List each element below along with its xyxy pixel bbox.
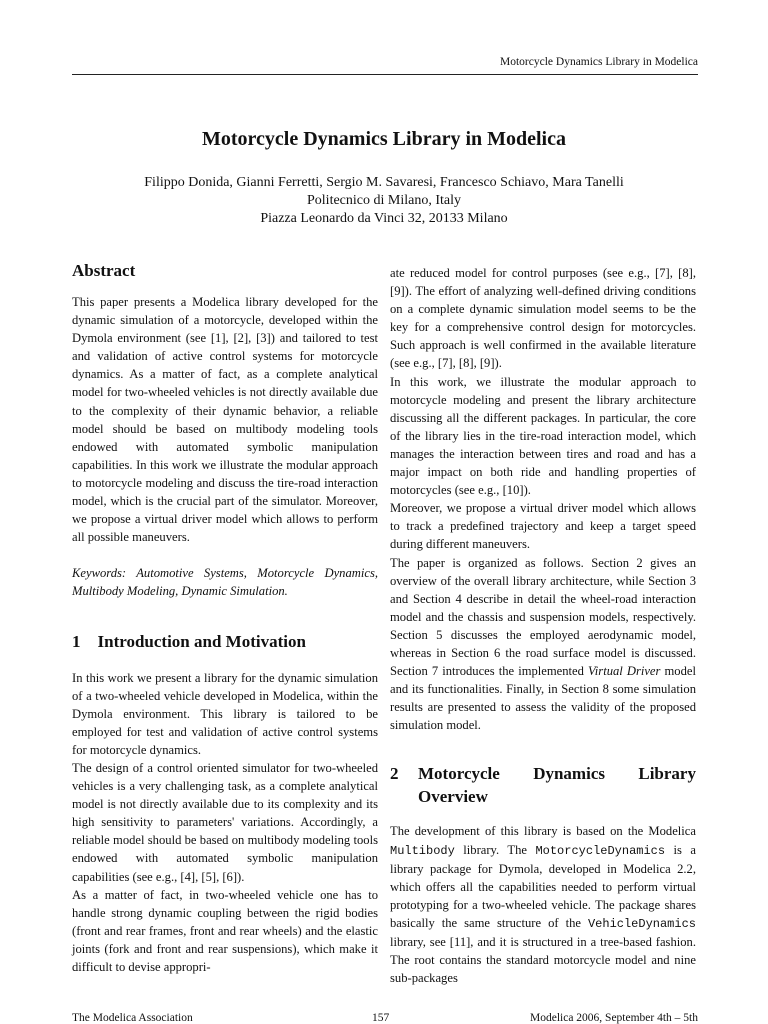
section-1-number: 1 — [72, 631, 81, 651]
section-2-word-1: Motorcycle — [418, 764, 500, 784]
multibody-code: Multibody — [390, 843, 455, 858]
section-2-paragraph — [390, 822, 696, 987]
abstract-text: This paper presents a Modelica library developed for the dynamic simulation of a motorcycle, developed within the Dymola environment (see [1], [2], [3]) and tailored to test and validation of active control systems for motorcycle dynamics. As a matter of fact, as a complete analytical model for two-wheeled vehicles is not directly available due to the complexity of their dynamic behavior, a reliable model should be based on multibody modeling tools endowed with automated symbolic manipulation capabilities. In this work we illustrate the modular approach to motorcycle modeling and discuss the tire-road interaction model, which is the crucial part of the simulator. Moreover, we propose a virtual driver model which allows to perform all possible maneuvers. — [72, 295, 378, 545]
right-paragraph-4 — [390, 554, 696, 735]
footer-left: The Modelica Association — [72, 1012, 193, 1024]
paper-title: Motorcycle Dynamics Library in Modelica — [201, 128, 566, 150]
section-1-paragraph-2: The design of a control oriented simulator for two-wheeled vehicles is a very challenging task, as a complete analytical model is not directly available due to its complexity and its high sensitivity to parameters' variations. Accordingly, a reliable model should be based on multibody modeling tools endowed with automated symbolic manipulation capabilities (see e.g., [4], [5], [6]). — [72, 760, 378, 884]
page-number: 157 — [372, 1012, 390, 1024]
section-1-paragraph-1: In this work we present a library for the dynamic simulation of a two-wheeled vehicle developed in Modelica, within the Dymola environment. This library is tailored to be employed for test and validation of active control systems for motorcycle dynamics. — [72, 670, 378, 757]
s2-text-4: library, see [11], and it is structured in a tree-based fashion. The root contains the standard motorcycle model and nine sub-packages — [390, 935, 696, 986]
s2-text-2: library. The — [454, 842, 536, 857]
virtual-driver-term: Virtual Driver — [588, 664, 661, 679]
section-1-paragraph-3: As a matter of fact, in two-wheeled vehicle one has to handle strong dynamic coupling between the rigid bodies (front and rear frames, front and rear wheels) and the elastic joints (fork and front and rear suspensions), which make it difficult to devise appropri- — [72, 887, 378, 974]
right-paragraph-1: ate reduced model for control purposes (see e.g., [7], [8], [9]). The effort of analyzing well-defined driving conditions on a complete dynamic simulation model seems to be the key for a comprehensive control design for motorcycles. Such approach is well confirmed in the available literature (see e.g., [7], [8], [9]). — [390, 266, 696, 371]
right-paragraph-2: In this work, we illustrate the modular approach to motorcycle modeling and present the library architecture discussing all the different packages. In particular, the core of the library lies in the tire-road interaction model, which manages the interaction between tires and road and has a major impact on both ride and handling properties of motorcycles (see e.g., [10]). — [390, 374, 696, 498]
section-2-word-3: Library — [638, 764, 696, 784]
motorcycledynamics-code: MotorcycleDynamics — [535, 843, 666, 858]
s2-text-3: is a library package for Dymola, developed in Modelica 2.2, which offers all the capabilities needed to perform virtual prototyping for a two-wheeled vehicle. The package shares basically the same structure of the — [390, 842, 696, 930]
footer-right: Modelica 2006, September 4th – 5th — [530, 1012, 698, 1024]
affiliation: Politecnico di Milano, Italy — [307, 193, 461, 208]
outline-text-a: The paper is organized as follows. Section 2 gives an overview of the overall library architecture, while Section 3 and Section 4 describe in detail the wheel-road interaction model and the chassis and suspension models, respectively. Section 5 discusses the employed aerodynamic model, whereas in Section 6 the road surface model is discussed. Section 7 introduces the implemented — [390, 555, 696, 679]
keywords: Keywords: Automotive Systems, Motorcycle Dynamics, Multibody Modeling, Dynamic Simulation. — [72, 566, 378, 599]
running-head: Motorcycle Dynamics Library in Modelica — [500, 56, 698, 68]
right-column — [390, 264, 696, 987]
right-paragraph-3: Moreover, we propose a virtual driver model which allows to track a predefined trajectory and keep a target speed during different maneuvers. — [390, 501, 696, 552]
section-2-word-4: Overview — [418, 787, 488, 807]
author-names: Filippo Donida, Gianni Ferretti, Sergio M. Savaresi, Francesco Schiavo, Mara Tanelli — [144, 175, 624, 190]
section-1-title: Introduction and Motivation — [97, 631, 306, 651]
author-block — [0, 174, 768, 228]
section-2-heading — [390, 762, 696, 808]
page-footer — [72, 1012, 698, 1024]
section-2-word-2: Dynamics — [533, 764, 605, 784]
vehicledynamics-code: VehicleDynamics — [587, 916, 696, 931]
left-column — [72, 260, 378, 976]
outline-text-b: model and its functionalities. Finally, in Section 8 some simulation results are presented to assess the validity of the proposed simulation model. — [390, 664, 696, 733]
abstract-heading: Abstract — [72, 261, 136, 280]
address: Piazza Leonardo da Vinci 32, 20133 Milano — [260, 211, 508, 226]
header-rule — [72, 74, 698, 75]
section-2-number: 2 — [390, 764, 399, 784]
section-1-heading — [72, 631, 378, 653]
s2-text-1: The development of this library is based on the Modelica — [390, 824, 696, 839]
